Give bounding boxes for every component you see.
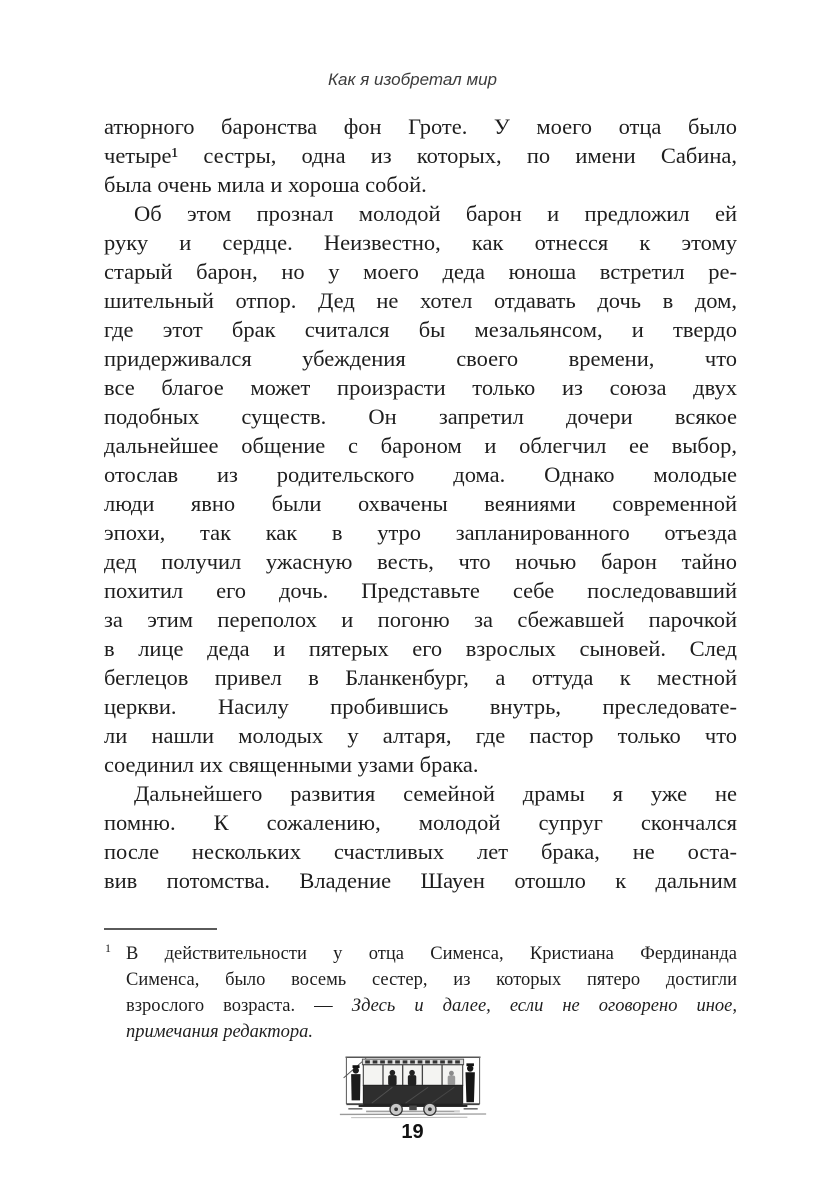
- body-line: руку и сердце. Неизвестно, как отнесся к этому: [104, 230, 737, 255]
- body-line: где этот брак считался бы мезальянсом, и твердо: [104, 317, 737, 342]
- body-line: вив потомства. Владение Шауен отошло к дальним: [104, 868, 737, 893]
- body-line: старый барон, но у моего деда юноша встретил ре-: [104, 259, 737, 284]
- footnote-text: В действительности у отца Сименса, Кристиана Фердинанда: [126, 944, 737, 964]
- body-line: ли нашли молодых у алтаря, где пастор только что: [104, 723, 737, 748]
- body-text: [104, 112, 737, 895]
- body-line: все благое может произрасти только из союза двух: [104, 375, 737, 400]
- body-line: за этим переполох и погоню за сбежавшей парочкой: [104, 607, 737, 632]
- body-line: люди явно были охвачены веяниями современной: [104, 491, 737, 516]
- footnote-text: Сименса, было восемь сестер, из которых пятеро достигли: [126, 970, 737, 990]
- body-line: после нескольких счастливых лет брака, не оста-: [104, 839, 737, 864]
- body-line: дед получил ужасную весть, что ночью барон тайно: [104, 549, 737, 574]
- body-line: помню. К сожалению, молодой супруг скончался: [104, 810, 737, 835]
- footnote-text: взрослого возраста. —: [126, 996, 352, 1016]
- body-line: придерживался убеждения своего времени, что: [104, 346, 737, 371]
- body-line: церкви. Насилу пробившись внутрь, преследовате-: [104, 694, 737, 719]
- running-head: Как я изобретал мир: [327, 70, 498, 89]
- body-line: в лице деда и пятерых его взрослых сыновей. След: [104, 636, 737, 661]
- body-line: Об этом прознал молодой барон и предложил ей: [134, 201, 737, 226]
- body-line: была очень мила и хороша собой.: [104, 172, 427, 197]
- footnote-rule: [104, 928, 217, 930]
- body-line: соединил их священными узами брака.: [104, 752, 479, 777]
- footnote-line: [126, 993, 737, 1019]
- footnote: [104, 928, 737, 1045]
- body-line: Дальнейшего развития семейной драмы я уже не: [134, 781, 737, 806]
- footnote-editor-note: Здесь и далее, если не оговорено иное,: [351, 996, 737, 1016]
- body-line: отослав из родительского дома. Однако молодые: [104, 462, 737, 487]
- tram-illustration: [0, 1046, 825, 1126]
- body-line: эпохи, так как в утро запланированного отъезда: [104, 520, 737, 545]
- page-number: 19: [401, 1121, 424, 1143]
- footnote-line: примечания редактора.: [126, 1022, 314, 1042]
- body-line: шительный отпор. Дед не хотел отдавать дочь в дом,: [104, 288, 737, 313]
- body-line: похитил его дочь. Представьте себе последовавший: [104, 578, 737, 603]
- footnote-marker: 1: [105, 941, 111, 955]
- tram-engraving-image: [338, 1046, 488, 1121]
- body-line: беглецов привел в Бланкенбург, а оттуда к местной: [104, 665, 737, 690]
- body-line: атюрного баронства фон Гроте. У моего отца было: [104, 114, 737, 139]
- body-line: подобных существ. Он запретил дочери всякое: [104, 404, 737, 429]
- body-line: четыре¹ сестры, одна из которых, по имени Сабина,: [104, 143, 737, 168]
- body-line: дальнейшее общение с бароном и облегчил ее выбор,: [104, 433, 737, 458]
- footnote-line: [126, 941, 737, 967]
- footnote-body: [104, 941, 737, 1045]
- footnote-line: [126, 967, 737, 993]
